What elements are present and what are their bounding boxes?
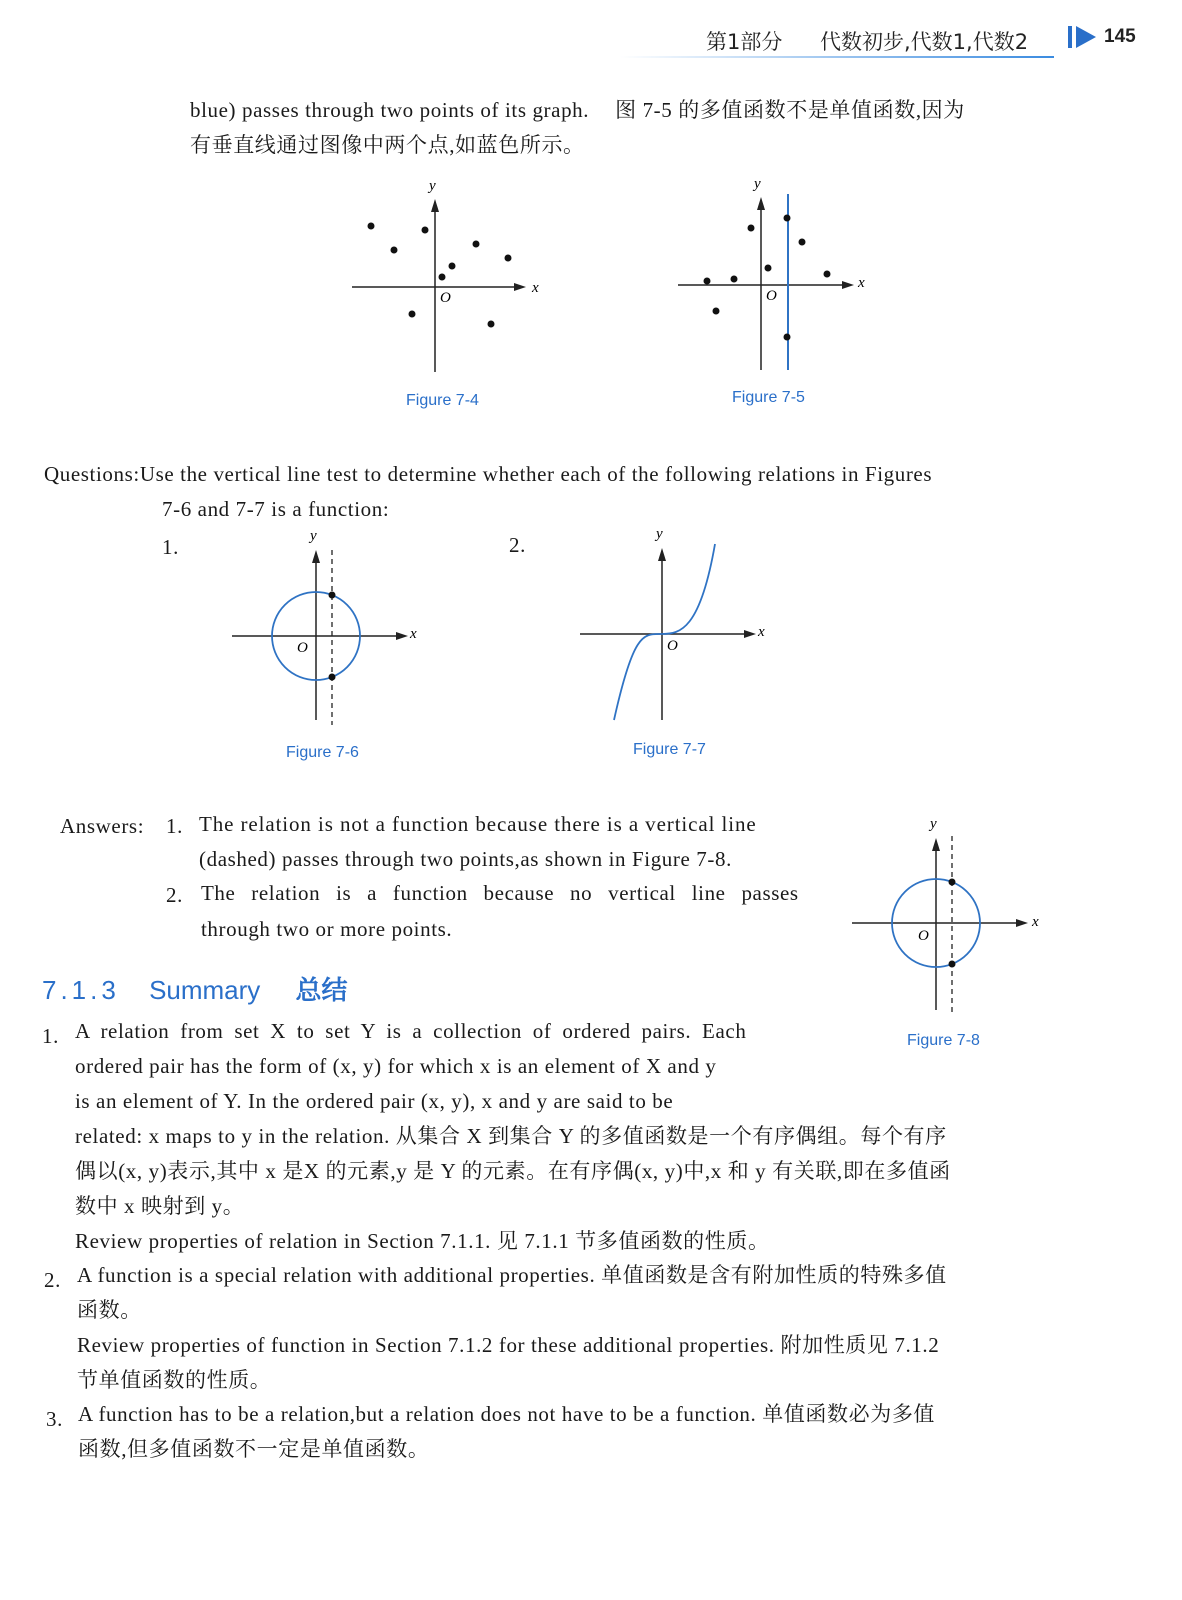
questions-label: Questions: [44,462,140,486]
summary-title-en: Summary [149,975,261,1005]
summary-p1-line-2: ordered pair has the form of (x, y) for which x is an element of X and y [75,1054,717,1078]
summary-point-1 [75,1014,951,1259]
answer-1-line-2: (dashed) passes through two points,as shown in Figure 7-8. [199,847,732,871]
summary-title-zh: 总结 [295,975,348,1005]
summary-p1-line-4: related: x maps to y in the relation. 从集合 X 到集合 Y 的多值函数是一个有序偶组。每个有序 [75,1124,947,1148]
caption-figure-7-8: Figure 7-8 [907,1032,980,1049]
caption-figure-7-6: Figure 7-6 [286,744,359,761]
summary-p1-line-3: is an element of Y. In the ordered pair (x, y), x and y are said to be [75,1089,674,1113]
summary-point-1-number: 1. [42,1024,59,1048]
summary-heading [42,970,348,1007]
summary-point-3 [78,1397,935,1467]
question-item-2: 2. [509,533,526,557]
intro-line-2: 有垂直线通过图像中两个点,如蓝色所示。 [190,133,585,157]
play-marker-icon [1068,24,1098,50]
caption-figure-7-7: Figure 7-7 [633,741,706,758]
summary-point-2-number: 2. [44,1268,61,1292]
axis-y-label: y [656,526,663,542]
answer-1-line-1: The relation is not a function because there is a vertical line [199,812,757,836]
page-header [620,18,1160,62]
answer-2-line-1: The relation is a function because no vertical line passes [201,881,799,905]
answers-label: Answers: [60,814,145,838]
figure-7-7 [572,520,782,730]
axis-x-label: x [410,626,417,642]
header-part: 第1部分 [706,30,783,54]
origin-label: O [667,638,678,654]
answer-2-number: 2. [166,883,183,907]
summary-p2-line-2: 函数。 [77,1298,142,1322]
summary-p1-line-5: 偶以(x, y)表示,其中 x 是X 的元素,y 是 Y 的元素。在有序偶(x, y)中,x 和 y 有关联,即在多值函 [75,1159,951,1183]
header-section: 代数初步,代数1,代数2 [820,30,1029,54]
summary-p1-line-6: 数中 x 映射到 y。 [75,1194,245,1218]
axis-y-label: y [754,176,761,192]
header-rule [620,56,1054,58]
axis-x-label: x [758,624,765,640]
questions-line-1: Questions:Use the vertical line test to determine whether each of the following relations in Figures [44,462,933,486]
summary-p1-line-7: Review properties of relation in Section 7.1.1. 见 7.1.1 节多值函数的性质。 [75,1229,770,1253]
summary-p2-line-4: 节单值函数的性质。 [77,1368,272,1392]
caption-figure-7-5: Figure 7-5 [732,389,805,406]
answer-1-number: 1. [166,814,183,838]
origin-label: O [918,928,929,944]
origin-label: O [297,640,308,656]
axis-x-label: x [858,275,865,291]
axis-y-label: y [930,816,937,832]
summary-number: 7.1.3 [42,975,120,1005]
question-item-1: 1. [162,535,179,559]
origin-label: O [440,290,451,306]
axis-y-label: y [310,528,317,544]
summary-point-2 [77,1258,947,1398]
axis-y-label: y [429,178,436,194]
page-number: 145 [1104,26,1136,47]
summary-p2-line-3: Review properties of function in Section 7.1.2 for these additional properties. 附加性质见 7.1.2 [77,1333,940,1357]
figure-7-5 [670,170,880,380]
summary-p3-line-1: A function has to be a relation,but a relation does not have to be a function. 单值函数必为多值 [78,1402,936,1426]
summary-point-3-number: 3. [46,1407,63,1431]
figure-7-8 [846,810,1056,1020]
summary-p2-line-1: A function is a special relation with additional properties. 单值函数是含有附加性质的特殊多值 [77,1263,947,1287]
figure-7-6 [226,520,426,730]
axis-x-label: x [532,280,539,296]
origin-label: O [766,288,777,304]
intro-line-1: blue) passes through two points of its graph. 图 7-5 的多值函数不是单值函数,因为 [190,98,965,122]
axis-x-label: x [1032,914,1039,930]
answer-2-line-2: through two or more points. [201,917,453,941]
questions-line-2: 7-6 and 7-7 is a function: [162,497,390,521]
figure-7-4 [340,172,560,382]
caption-figure-7-4: Figure 7-4 [406,392,479,409]
summary-p3-line-2: 函数,但多值函数不一定是单值函数。 [78,1437,430,1461]
summary-p1-line-1: A relation from set X to set Y is a collection of ordered pairs. Each [75,1019,747,1043]
